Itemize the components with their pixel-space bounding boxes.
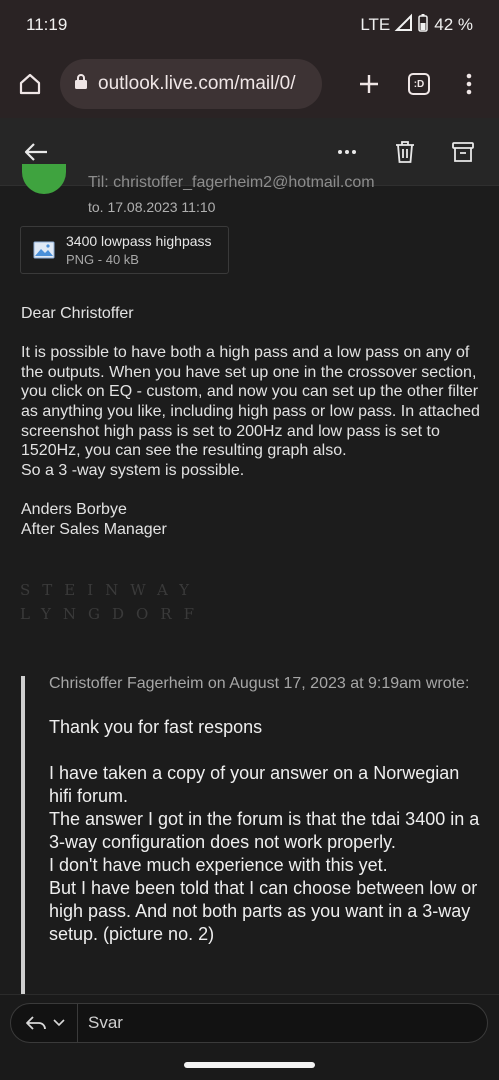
reply-arrow-icon xyxy=(25,1015,47,1031)
quote-body xyxy=(49,716,481,946)
attachment-card[interactable] xyxy=(20,226,229,274)
quote-line: I don't have much experience with this yet. xyxy=(49,855,388,875)
reply-box xyxy=(10,1003,488,1043)
recipient-line: Til: christoffer_fagerheim2@hotmail.com xyxy=(88,174,375,191)
salutation: Dear Christoffer xyxy=(21,305,134,322)
chevron-down-icon xyxy=(53,1019,65,1027)
sender-avatar xyxy=(22,164,66,194)
browser-toolbar xyxy=(0,50,499,118)
status-indicators xyxy=(360,14,473,37)
more-actions-icon[interactable] xyxy=(329,134,365,170)
system-nav-bar xyxy=(0,1050,499,1080)
lock-icon xyxy=(74,73,88,96)
signal-icon xyxy=(396,15,412,36)
signature-title: After Sales Manager xyxy=(21,520,167,538)
status-bar xyxy=(0,0,499,50)
reply-type-selector[interactable] xyxy=(11,1004,78,1042)
email-content xyxy=(0,174,499,994)
quote-line: But I have been told that I can choose between low or high pass. And not both parts as you want in a 3-way setup. (picture no. 2) xyxy=(49,878,478,944)
delete-icon[interactable] xyxy=(387,134,423,170)
archive-icon[interactable] xyxy=(445,134,481,170)
address-bar[interactable] xyxy=(60,59,322,109)
quote-line: I have taken a copy of your answer on a Norwegian hifi forum. xyxy=(49,763,460,806)
email-body xyxy=(21,304,486,559)
network-label: LTE xyxy=(360,15,391,34)
quote-greeting: Thank you for fast respons xyxy=(49,717,263,737)
tab-switcher-button[interactable] xyxy=(401,66,437,102)
image-file-icon xyxy=(33,241,55,259)
body-paragraph: So a 3 -way system is possible. xyxy=(21,461,245,479)
browser-menu-icon[interactable] xyxy=(451,66,487,102)
url-text: outlook.live.com/mail/0/ xyxy=(98,73,296,94)
status-time: 11:19 xyxy=(26,15,68,34)
reply-bar xyxy=(0,994,499,1050)
battery-icon xyxy=(418,14,428,37)
signature-name: Anders Borbye xyxy=(21,500,127,518)
home-icon[interactable] xyxy=(12,66,48,102)
battery-percent: 42 % xyxy=(434,15,473,34)
body-paragraph: It is possible to have both a high pass and a low pass on any of the outputs. When you have set up one in the crossover section, you click on EQ - custom, and now you can set up the other filter as anything you like, including high pass or low pass. In attached screenshot high pass is set to 200Hz and low pass is set to 1520Hz, you can see the resulting graph also. xyxy=(21,344,480,460)
reply-input[interactable] xyxy=(88,1013,448,1033)
attachment-meta: PNG - 40 kB xyxy=(66,252,139,267)
attachment-name: 3400 lowpass highpass xyxy=(66,233,212,249)
new-tab-icon[interactable] xyxy=(351,66,387,102)
quote-line: The answer I got in the forum is that the tdai 3400 in a 3-way configuration does not work properly. xyxy=(49,809,480,852)
gesture-handle[interactable] xyxy=(184,1062,315,1068)
quote-header: Christoffer Fagerheim on August 17, 2023 at 9:19am wrote: xyxy=(49,675,470,692)
email-date: to. 17.08.2023 11:10 xyxy=(88,199,216,215)
company-logo: STEINWAY LYNGDORF xyxy=(20,581,207,623)
quoted-message xyxy=(21,676,481,1006)
tab-count: :D xyxy=(408,73,430,95)
